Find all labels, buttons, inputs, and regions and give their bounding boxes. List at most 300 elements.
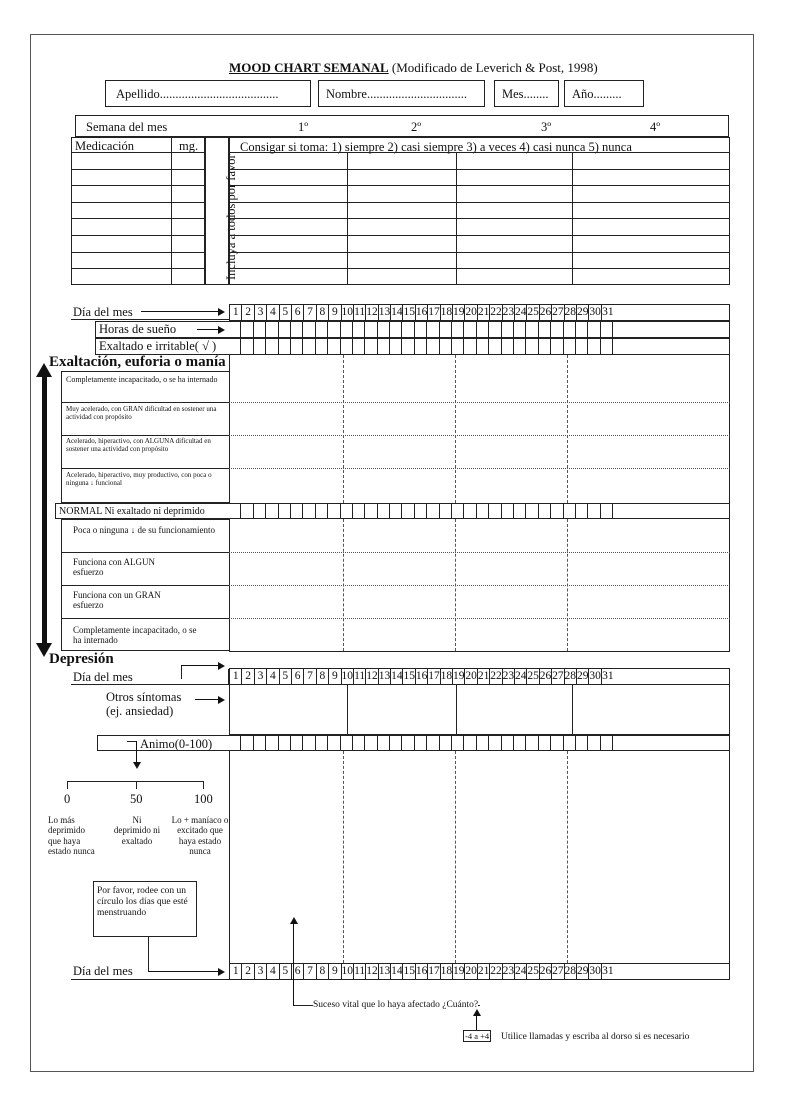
medication-table[interactable] [71,137,205,285]
day-cell[interactable] [229,503,241,519]
day-number[interactable]: 2 [242,964,254,979]
day-number[interactable]: 30 [589,670,601,682]
mood-axis-arrow [42,375,47,647]
day-cell[interactable] [601,321,613,338]
day-cell[interactable] [526,503,538,519]
day-cell[interactable] [229,338,241,355]
day-cell[interactable] [601,338,613,355]
day-cell[interactable] [266,735,278,751]
day-number[interactable]: 29 [576,306,589,318]
day-cell[interactable] [588,735,600,751]
suceso-label: Suceso vital que lo haya afectado ¿Cuánto? [313,1000,479,1010]
day-cell[interactable] [440,735,452,751]
day-row-label-3: Día del mes [73,964,133,978]
day-cell[interactable] [539,338,551,355]
depression-level-3: Funciona con un GRAN esfuerzo [73,590,161,611]
day-cell[interactable] [440,321,452,338]
day-cell[interactable] [303,503,315,519]
day-cell[interactable] [365,735,377,751]
day-cell[interactable] [291,503,303,519]
horas-sueno-label: Horas de sueño [99,322,177,336]
day-cell[interactable] [576,735,588,751]
day-number[interactable]: 19 [453,965,465,977]
day-cell[interactable] [477,321,489,338]
day-number[interactable]: 12 [366,670,378,682]
medication-row-line [71,152,205,153]
day-cell[interactable] [266,321,278,338]
day-number[interactable]: 3 [255,964,267,979]
day-number[interactable]: 13 [378,670,391,682]
week-4: 4º [650,120,661,134]
day-number[interactable]: 24 [514,965,527,977]
day-number[interactable]: 25 [527,670,539,682]
day-number[interactable]: 15 [403,306,415,318]
day-cell[interactable] [502,321,514,338]
day-cell[interactable] [452,321,464,338]
day-number[interactable]: 10 [341,670,354,682]
day-number[interactable]: 7 [304,669,316,684]
mania-level-3: Acelerado, hiperactivo, con ALGUNA dificultad en sostener una actividad con propósito [66,437,211,454]
day-cell[interactable] [390,338,402,355]
day-number[interactable]: 9 [329,305,341,320]
day-cell[interactable] [402,321,414,338]
day-number[interactable]: 18 [440,670,453,682]
range-box [463,1030,491,1042]
day-cell[interactable] [489,735,501,751]
menstrual-note: Por favor, rodee con un círculo los días que esté menstruando [97,886,188,918]
day-cell[interactable] [415,735,427,751]
day-cell[interactable] [254,321,266,338]
day-number[interactable]: 26 [539,670,552,682]
day-number[interactable]: 5 [280,964,292,979]
day-cell[interactable] [564,735,576,751]
day-number[interactable]: 21 [477,306,490,318]
medication-row-line [71,169,205,170]
day-number[interactable]: 11 [354,965,366,977]
apellido-label: Apellido...................................... [116,87,279,101]
day-number[interactable]: 4 [267,305,279,320]
day-cell[interactable] [378,503,390,519]
day-number[interactable]: 16 [415,670,428,682]
day-cell[interactable] [341,321,353,338]
week-3: 3º [541,120,552,134]
otros-label: Otros síntomas [106,690,182,704]
day-number[interactable]: 8 [317,305,329,320]
day-number[interactable]: 30 [589,965,601,977]
day-cell[interactable] [402,735,414,751]
day-cell[interactable] [502,735,514,751]
day-cell[interactable] [576,321,588,338]
day-cell[interactable] [514,338,526,355]
day-number[interactable]: 23 [502,965,515,977]
scale-desc-100: Lo + maníaco o excitado que haya estado nunca [171,815,229,857]
day-cell[interactable] [291,321,303,338]
day-number[interactable]: 17 [428,965,440,977]
day-number[interactable]: 20 [465,965,477,977]
day-number[interactable]: 3 [255,305,267,320]
medication-row-line [71,268,205,269]
day-cell[interactable] [402,503,414,519]
day-number[interactable]: 17 [428,670,440,682]
day-cell[interactable] [514,321,526,338]
day-number[interactable]: 20 [465,670,477,682]
day-number[interactable]: 30 [589,306,601,318]
range-label: -4 a +4 [465,1031,490,1041]
day-cell[interactable] [365,338,377,355]
day-number[interactable]: 29 [576,670,589,682]
day-number[interactable]: 8 [317,964,329,979]
medication-header: Medicación [75,139,135,153]
day-cell[interactable] [241,503,253,519]
day-cell[interactable] [601,735,613,751]
day-number[interactable]: 27 [552,670,564,682]
page-subtitle: (Modificado de Leverich & Post, 1998) [391,60,598,75]
day-cell[interactable] [477,503,489,519]
day-number[interactable]: 14 [391,965,403,977]
day-number[interactable]: 3 [255,669,267,684]
day-cell[interactable] [353,338,365,355]
scale-100: 100 [194,792,213,806]
day-cell[interactable] [415,503,427,519]
day-number[interactable]: 15 [403,670,415,682]
depression-level-2: Funciona con ALGUN esfuerzo [73,557,155,578]
day-cells-1 [230,305,614,320]
day-number[interactable]: 9 [329,669,341,684]
day-cell[interactable] [316,735,328,751]
day-number[interactable]: 16 [415,965,428,977]
day-cell[interactable] [241,735,253,751]
medication-grid-line [229,218,730,219]
apellido-field[interactable] [105,80,311,107]
day-number[interactable]: 4 [267,964,279,979]
medication-grid[interactable] [229,137,730,285]
day-number[interactable]: 12 [366,965,378,977]
day-cell[interactable] [328,503,340,519]
day-number[interactable]: 12 [366,306,378,318]
day-cell[interactable] [464,735,476,751]
day-number[interactable]: 31 [602,670,614,682]
day-cell[interactable] [341,338,353,355]
day-cell[interactable] [378,338,390,355]
day-number[interactable]: 11 [354,306,366,318]
day-number[interactable]: 25 [527,965,539,977]
mes-field[interactable] [494,80,559,107]
day-number[interactable]: 2 [242,305,254,320]
title-line [229,61,598,74]
normal-label: NORMAL Ni exaltado ni deprimido [59,506,205,517]
day-cell[interactable] [353,735,365,751]
day-cell[interactable] [564,321,576,338]
exaltado-label: Exaltado e irritable( √ ) [99,339,217,353]
day-row-label-2: Día del mes [73,670,133,684]
day-cell[interactable] [427,338,439,355]
day-cell[interactable] [316,338,328,355]
day-number[interactable]: 26 [539,965,552,977]
day-number[interactable]: 5 [280,669,292,684]
day-cell[interactable] [229,321,241,338]
day-cell[interactable] [427,321,439,338]
day-number[interactable]: 17 [428,306,440,318]
vertical-note-box [205,137,238,285]
day-number[interactable]: 27 [552,965,564,977]
day-cell[interactable] [303,735,315,751]
day-cell[interactable] [588,321,600,338]
day-cell[interactable] [440,338,452,355]
day-cell[interactable] [539,735,551,751]
day-cell[interactable] [254,338,266,355]
day-number[interactable]: 8 [317,669,329,684]
week-2: 2º [411,120,422,134]
exaltado-cells[interactable] [229,338,613,355]
day-number[interactable]: 25 [527,306,539,318]
day-cell[interactable] [452,503,464,519]
day-cell[interactable] [279,735,291,751]
day-number[interactable]: 21 [477,670,490,682]
day-cell[interactable] [316,503,328,519]
day-cell[interactable] [353,503,365,519]
day-cell[interactable] [390,735,402,751]
day-cell[interactable] [489,338,501,355]
medication-grid-line [229,152,730,153]
day-cell[interactable] [464,321,476,338]
day-cell[interactable] [279,503,291,519]
day-number[interactable]: 23 [502,306,515,318]
day-number[interactable]: 20 [465,306,477,318]
day-cell[interactable] [266,338,278,355]
medication-grid-line [229,202,730,203]
day-number[interactable]: 18 [440,965,453,977]
day-number[interactable]: 22 [490,670,502,682]
day-cell[interactable] [551,338,563,355]
day-number[interactable]: 5 [280,305,292,320]
day-cell[interactable] [254,503,266,519]
day-cells-3 [230,964,614,979]
medication-row-line [71,235,205,236]
day-cell[interactable] [266,503,278,519]
day-cell[interactable] [365,503,377,519]
scale-0: 0 [64,792,71,806]
day-number[interactable]: 6 [292,964,304,979]
depression-level-4: Completamente incapacitado, o se ha internado [73,625,197,646]
day-cell[interactable] [489,321,501,338]
medication-instruction: Consigar si toma: 1) siempre 2) casi siempre 3) a veces 4) casi nunca 5) nunca [240,140,632,154]
day-cell[interactable] [514,503,526,519]
medication-grid-line [229,268,730,269]
medication-grid-line [229,235,730,236]
day-cell[interactable] [464,503,476,519]
day-cells-2 [230,669,614,684]
day-cell[interactable] [576,503,588,519]
footer-note: Utilice llamadas y escriba al dorso si es necesario [501,1032,690,1042]
day-numbers-3 [229,963,730,980]
anio-field[interactable] [564,80,644,107]
day-numbers-2 [229,668,730,685]
day-cell[interactable] [402,338,414,355]
day-number[interactable]: 11 [354,670,366,682]
medication-row-line [71,218,205,219]
day-cell[interactable] [551,321,563,338]
weeks-label: Semana del mes [86,120,168,134]
day-row-label-1: Día del mes [73,305,133,319]
medication-grid-line [229,169,730,170]
day-cell[interactable] [328,735,340,751]
day-number[interactable]: 15 [403,965,415,977]
day-cell[interactable] [551,503,563,519]
day-cell[interactable] [279,321,291,338]
day-number[interactable]: 1 [230,305,242,320]
day-number[interactable]: 22 [490,306,502,318]
day-cell[interactable] [452,338,464,355]
day-number[interactable]: 26 [539,306,552,318]
day-cell[interactable] [390,503,402,519]
medication-grid-line [229,185,730,186]
page-title: MOOD CHART SEMANAL [229,60,389,75]
day-number[interactable]: 19 [453,306,465,318]
day-cell[interactable] [291,735,303,751]
day-number[interactable]: 4 [267,669,279,684]
medication-row-line [71,185,205,186]
day-number[interactable]: 29 [576,965,589,977]
day-cell[interactable] [489,503,501,519]
day-number[interactable]: 24 [514,670,527,682]
lower-grid[interactable] [229,751,730,963]
animo-label: Animo(0-100) [140,737,213,751]
nombre-label: Nombre................................ [326,87,467,101]
day-cell[interactable] [514,735,526,751]
day-cell[interactable] [502,338,514,355]
day-number[interactable]: 6 [292,669,304,684]
day-number[interactable]: 28 [564,306,577,318]
day-cell[interactable] [564,338,576,355]
day-cell[interactable] [241,338,253,355]
day-cell[interactable] [588,503,600,519]
day-number[interactable]: 23 [502,670,515,682]
medication-row-line [71,202,205,203]
day-number[interactable]: 16 [415,306,428,318]
day-number[interactable]: 10 [341,965,354,977]
day-number[interactable]: 31 [602,965,614,977]
day-cell[interactable] [427,503,439,519]
normal-cells[interactable] [229,503,613,519]
day-cell[interactable] [415,338,427,355]
animo-cells[interactable] [229,735,613,751]
day-cell[interactable] [254,735,266,751]
day-cell[interactable] [477,338,489,355]
day-cell[interactable] [229,735,241,751]
day-cell[interactable] [303,338,315,355]
day-number[interactable]: 7 [304,964,316,979]
day-cell[interactable] [502,503,514,519]
day-cell[interactable] [427,735,439,751]
day-cell[interactable] [328,321,340,338]
day-cell[interactable] [452,735,464,751]
day-cell[interactable] [279,338,291,355]
medication-grid-line [229,252,730,253]
weeks-row [75,115,729,137]
day-cell[interactable] [576,338,588,355]
day-number[interactable]: 31 [602,306,614,318]
mania-heading: Exaltación, euforia o manía [49,354,226,370]
medication-row-line [71,252,205,253]
depression-heading: Depresión [49,651,114,667]
day-cell[interactable] [551,735,563,751]
day-cell[interactable] [316,321,328,338]
day-number[interactable]: 1 [230,964,242,979]
mg-header: mg. [179,139,199,153]
day-number[interactable]: 1 [230,669,242,684]
day-number[interactable]: 2 [242,669,254,684]
mania-level-1: Completamente incapacitado, o se ha internado [66,375,218,384]
horas-sueno-cells[interactable] [229,321,613,338]
day-cell[interactable] [477,735,489,751]
day-cell[interactable] [341,503,353,519]
day-cell[interactable] [303,321,315,338]
nombre-field[interactable] [318,80,485,107]
day-cell[interactable] [415,321,427,338]
day-cell[interactable] [378,735,390,751]
depression-level-1: Poca o ninguna ↓ de su funcionamiento [73,525,215,535]
mood-chart-page [30,34,754,1072]
day-cell[interactable] [601,503,613,519]
day-cell[interactable] [291,338,303,355]
day-number[interactable]: 13 [378,306,391,318]
day-number[interactable]: 6 [292,305,304,320]
mania-level-2: Muy acelerado, con GRAN dificultad en sostener una actividad con propósito [66,405,217,422]
day-cell[interactable] [328,338,340,355]
day-cell[interactable] [588,338,600,355]
day-cell[interactable] [564,503,576,519]
day-cell[interactable] [390,321,402,338]
scale-desc-50: Ni deprimido ni exaltado [113,815,161,846]
day-number[interactable]: 19 [453,670,465,682]
day-numbers-1 [229,304,730,321]
day-number[interactable]: 9 [329,964,341,979]
day-cell[interactable] [526,338,538,355]
day-cell[interactable] [464,338,476,355]
day-cell[interactable] [341,735,353,751]
day-number[interactable]: 22 [490,965,502,977]
mania-level-4: Acelerado, hiperactivo, muy productivo, con poca o ninguna ↓ funcional [66,471,212,488]
day-number[interactable]: 24 [514,306,527,318]
day-number[interactable]: 28 [564,670,577,682]
day-cell[interactable] [378,321,390,338]
day-number[interactable]: 28 [564,965,577,977]
vertical-note: Incluya a todos por favor [224,154,238,280]
anio-label: Año......... [572,87,622,101]
day-cell[interactable] [539,503,551,519]
day-number[interactable]: 14 [391,670,403,682]
mania-grid[interactable] [229,355,730,503]
day-cell[interactable] [539,321,551,338]
otros-grid[interactable] [229,685,730,735]
menstrual-note-box [93,881,197,937]
day-cell[interactable] [353,321,365,338]
day-cell[interactable] [526,321,538,338]
day-number[interactable]: 10 [341,306,354,318]
day-cell[interactable] [241,321,253,338]
day-cell[interactable] [526,735,538,751]
day-number[interactable]: 21 [477,965,490,977]
day-number[interactable]: 14 [391,306,403,318]
otros-sub: (ej. ansiedad) [106,704,174,718]
day-number[interactable]: 27 [552,306,564,318]
day-number[interactable]: 18 [440,306,453,318]
day-cell[interactable] [365,321,377,338]
day-number[interactable]: 7 [304,305,316,320]
day-cell[interactable] [440,503,452,519]
week-1: 1º [298,120,309,134]
day-number[interactable]: 13 [378,965,391,977]
